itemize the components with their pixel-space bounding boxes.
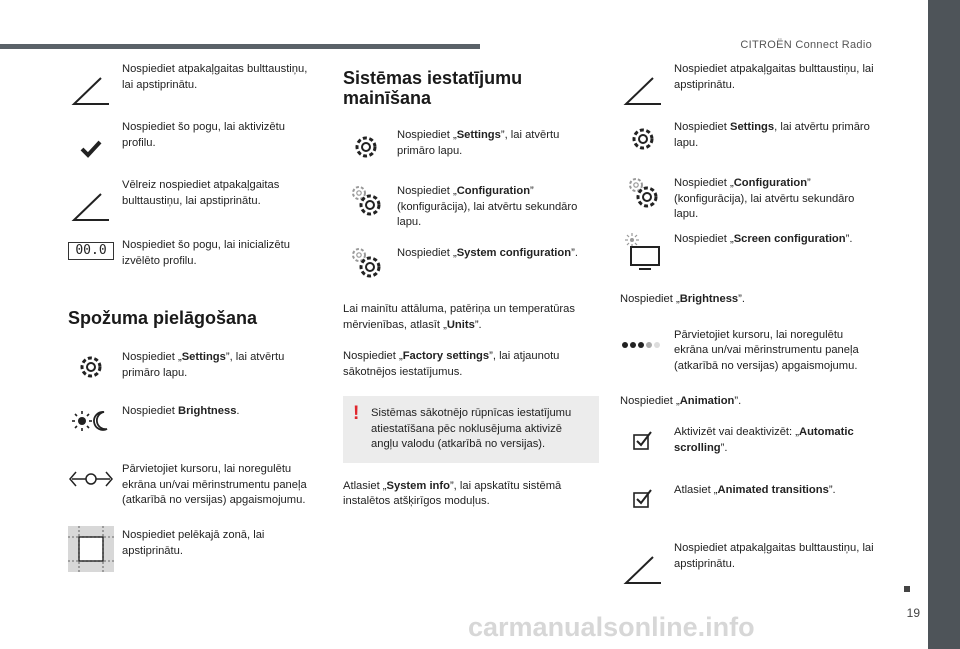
configuration-gears-icon (620, 170, 666, 216)
brightness-icon (68, 398, 114, 444)
step-text: Nospiediet atpakaļgaitas bulttaustiņu, lai apstiprinātu. (674, 542, 874, 570)
grey-zone-icon (68, 526, 114, 572)
counter-icon (68, 228, 114, 274)
page-edge-tab (928, 0, 960, 649)
settings-gear-icon (343, 124, 389, 170)
brightness-level-icon (620, 322, 666, 368)
back-arrow-icon (620, 547, 666, 593)
step-text: Nospiediet atpakaļgaitas bulttaustiņu, lai apstiprinātu. (674, 63, 874, 91)
step-row (343, 246, 599, 302)
checkmark-icon (68, 126, 114, 172)
warning-icon: ! (353, 403, 360, 424)
step-row (620, 176, 880, 232)
step-text: Nospiediet „Configuration” (konfigurācija), lai atvērtu sekundāro lapu. (397, 185, 578, 228)
checkbox-icon (620, 475, 666, 521)
page-number: 19 (906, 606, 920, 620)
step-row (343, 128, 599, 184)
back-arrow-icon (620, 68, 666, 114)
warning-note (343, 396, 599, 463)
step-text: Nospiediet „Settings”, lai atvērtu primāro lapu. (122, 351, 285, 379)
step-row (620, 232, 880, 292)
step-row (68, 350, 313, 404)
step-row (68, 62, 313, 120)
step-text: Nospiediet pelēkajā zonā, lai apstiprinātu. (122, 529, 265, 557)
step-text: Nospiediet Settings, lai atvērtu primāro lapu. (674, 121, 870, 149)
settings-gear-icon (68, 344, 114, 390)
paragraph: Nospiediet „Animation”. (620, 394, 742, 407)
watermark: carmanualsonline.info (468, 612, 755, 642)
step-text: Nospiediet „Configuration” (konfigurācija), lai atvērtu sekundāro lapu. (674, 177, 855, 220)
step-row (620, 541, 880, 591)
step-text: Pārvietojiet kursoru, lai noregulētu ekrāna un/vai mērinstrumentu paneļa (atkarībā no versijas) apgaismojumu. (674, 328, 859, 372)
screen-brightness-icon (620, 228, 666, 274)
paragraph: Nospiediet „Brightness”. (620, 293, 745, 305)
step-text: Nospiediet Brightness. (122, 405, 240, 417)
paragraph: Lai mainītu attāluma, patēriņa un temperatūras mērvienības, atlasīt „Units”. (343, 303, 575, 331)
step-text: Nospiediet „Settings”, lai atvērtu primāro lapu. (397, 129, 560, 157)
step-text: Atlasiet „Animated transitions”. (674, 484, 836, 496)
slider-cursor-icon (68, 456, 114, 502)
column-middle (343, 62, 599, 510)
step-row (620, 328, 880, 394)
column-right (620, 62, 880, 591)
checkbox-icon (620, 417, 666, 463)
step-text: Nospiediet šo pogu, lai inicializētu izvēlēto profilu. (122, 239, 290, 267)
section-title: Spožuma pielāgošana (68, 308, 258, 328)
step-text: Nospiediet „Screen configuration”. (674, 233, 853, 245)
configuration-gears-icon (343, 240, 389, 286)
step-row (68, 120, 313, 178)
continue-marker (904, 586, 910, 592)
step-row (68, 238, 313, 308)
paragraph: Nospiediet „Factory settings”, lai atjaunotu sākotnējos iestatījumus. (343, 350, 560, 378)
step-text: Pārvietojiet kursoru, lai noregulētu ekrāna un/vai mērinstrumentu paneļa (atkarībā no versijas) apgaismojumu. (122, 463, 307, 506)
step-row (68, 462, 313, 528)
step-text: Vēlreiz nospiediet atpakaļgaitas bulttaustiņu, lai apstiprinātu. (122, 179, 280, 207)
column-left (68, 62, 313, 578)
section-title: Sistēmas iestatījumu mainīšana (343, 68, 523, 108)
settings-gear-icon (620, 116, 666, 162)
back-arrow-icon (68, 68, 114, 114)
note-text: Sistēmas sākotnējo rūpnīcas iestatījumu atiestatīšana pēc noklusējuma aktivizē angļu valodu (atkarībā no versijas). (371, 407, 572, 450)
step-row (343, 184, 599, 246)
paragraph: Atlasiet „System info”, lai apskatītu sistēmā instalētos atšķirīgos moduļus. (343, 479, 562, 507)
step-row (68, 404, 313, 462)
step-row (68, 528, 313, 578)
step-text: Nospiediet „System configuration”. (397, 247, 578, 259)
step-row (620, 483, 880, 541)
header-rule (0, 44, 480, 49)
step-row (620, 62, 880, 120)
step-text: Nospiediet atpakaļgaitas bulttaustiņu, lai apstiprinātu. (122, 63, 308, 91)
counter-value: 00.0 (68, 242, 113, 260)
header-title: CITROËN Connect Radio (740, 39, 872, 51)
configuration-gears-icon (343, 178, 389, 224)
step-text: Nospiediet šo pogu, lai aktivizētu profilu. (122, 121, 285, 149)
back-arrow-icon (68, 184, 114, 230)
step-row (620, 120, 880, 176)
step-text: Aktivizēt vai deaktivizēt: „Automatic scrolling”. (674, 426, 854, 454)
